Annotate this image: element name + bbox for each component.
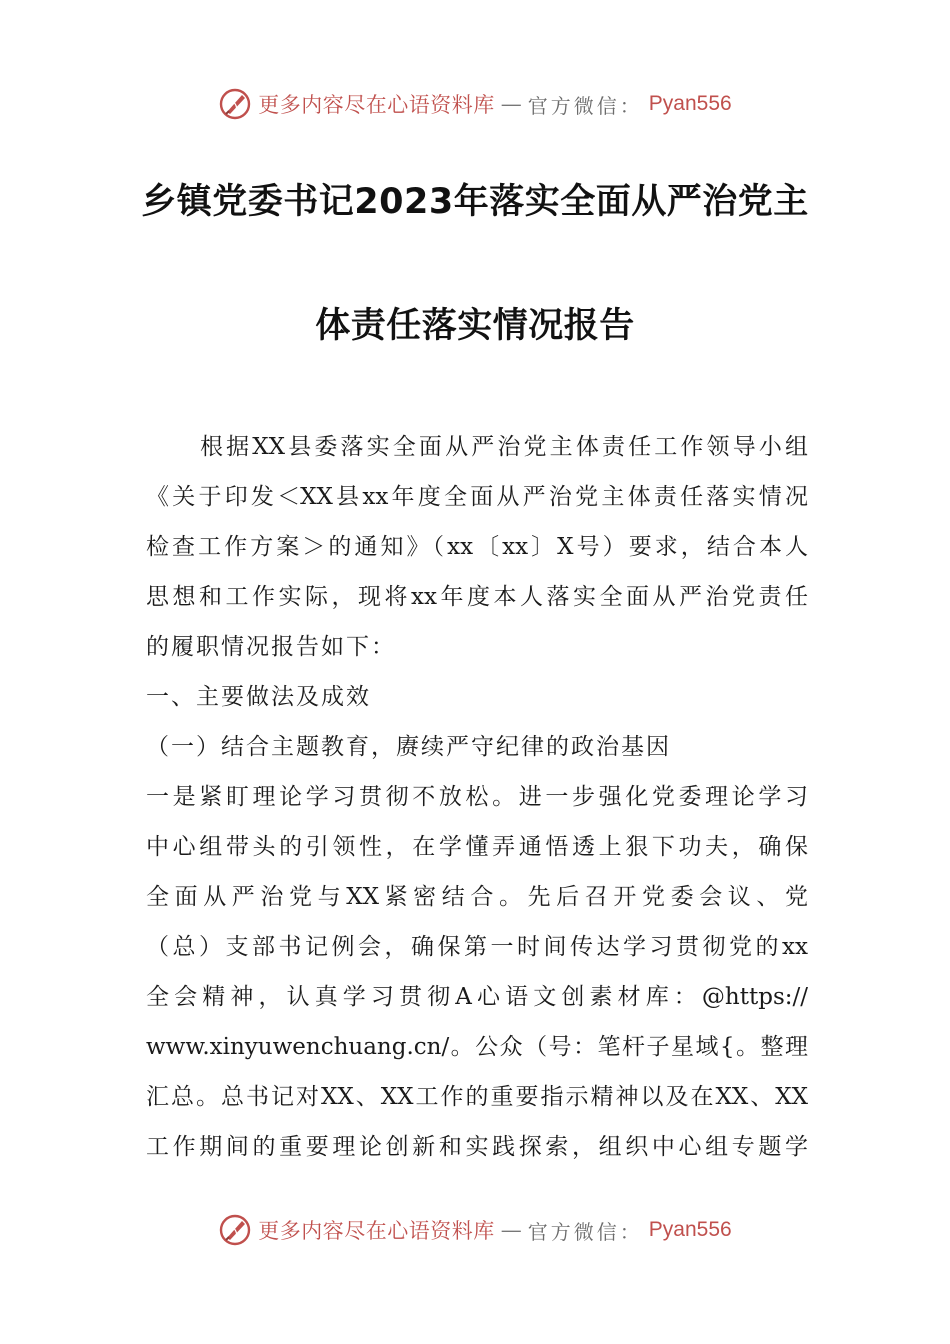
header-banner (0, 82, 950, 126)
body-line: 工作期间的重要理论创新和实践探索，组织中心组专题学 (146, 1134, 808, 1160)
body-line: 全会精神，认真学习贯彻A心语文创素材库：@https:// (146, 984, 808, 1010)
body-line: 一是紧盯理论学习贯彻不放松。进一步强化党委理论学习 (146, 784, 808, 810)
body-line: （总）支部书记例会，确保第一时间传达学习贯彻党的xx (146, 934, 808, 960)
body-line: 中心组带头的引领性，在学懂弄通悟透上狠下功夫，确保 (146, 834, 808, 860)
body-line: 全面从严治党与XX紧密结合。先后召开党委会议、党 (146, 884, 808, 910)
subsection-heading: （一）结合主题教育，赓续严守纪律的政治基因 (146, 734, 671, 760)
document-title-line-2: 体责任落实情况报告 (315, 306, 635, 346)
document-title-line-1: 乡镇党委书记2023年落实全面从严治党主 (141, 182, 809, 222)
banner-wechat-id: Pyan556 (648, 92, 732, 115)
quill-logo-icon (218, 87, 252, 121)
banner-separator: — (500, 1218, 522, 1242)
banner-separator: — (500, 92, 522, 116)
body-line: 思想和工作实际，现将xx年度本人落实全面从严治党责任 (146, 584, 808, 610)
banner-wechat-id: Pyan556 (648, 1218, 732, 1241)
body-line: 汇总。总书记对XX、XX工作的重要指示精神以及在XX、XX (146, 1084, 808, 1110)
banner-wechat-label: 官方微信： (527, 1219, 643, 1244)
banner-title: 更多内容尽在心语资料库 (258, 1219, 495, 1243)
body-line: 检查工作方案＞的通知》（xx〔xx〕X号）要求，结合本人 (146, 534, 808, 560)
body-line: 的履职情况报告如下： (146, 634, 396, 660)
banner-title: 更多内容尽在心语资料库 (258, 93, 495, 117)
banner-wechat-label: 官方微信： (527, 93, 643, 118)
section-heading: 一、主要做法及成效 (146, 684, 371, 710)
body-line: 《关于印发＜XX县xx年度全面从严治党主体责任落实情况 (146, 484, 808, 510)
footer-banner (0, 1208, 950, 1252)
body-line: www.xinyuwenchuang.cn/。公众（号：笔杆子星域{。整理 (146, 1034, 808, 1060)
body-line: 根据XX县委落实全面从严治党主体责任工作领导小组 (200, 434, 808, 460)
quill-logo-icon (218, 1213, 252, 1247)
